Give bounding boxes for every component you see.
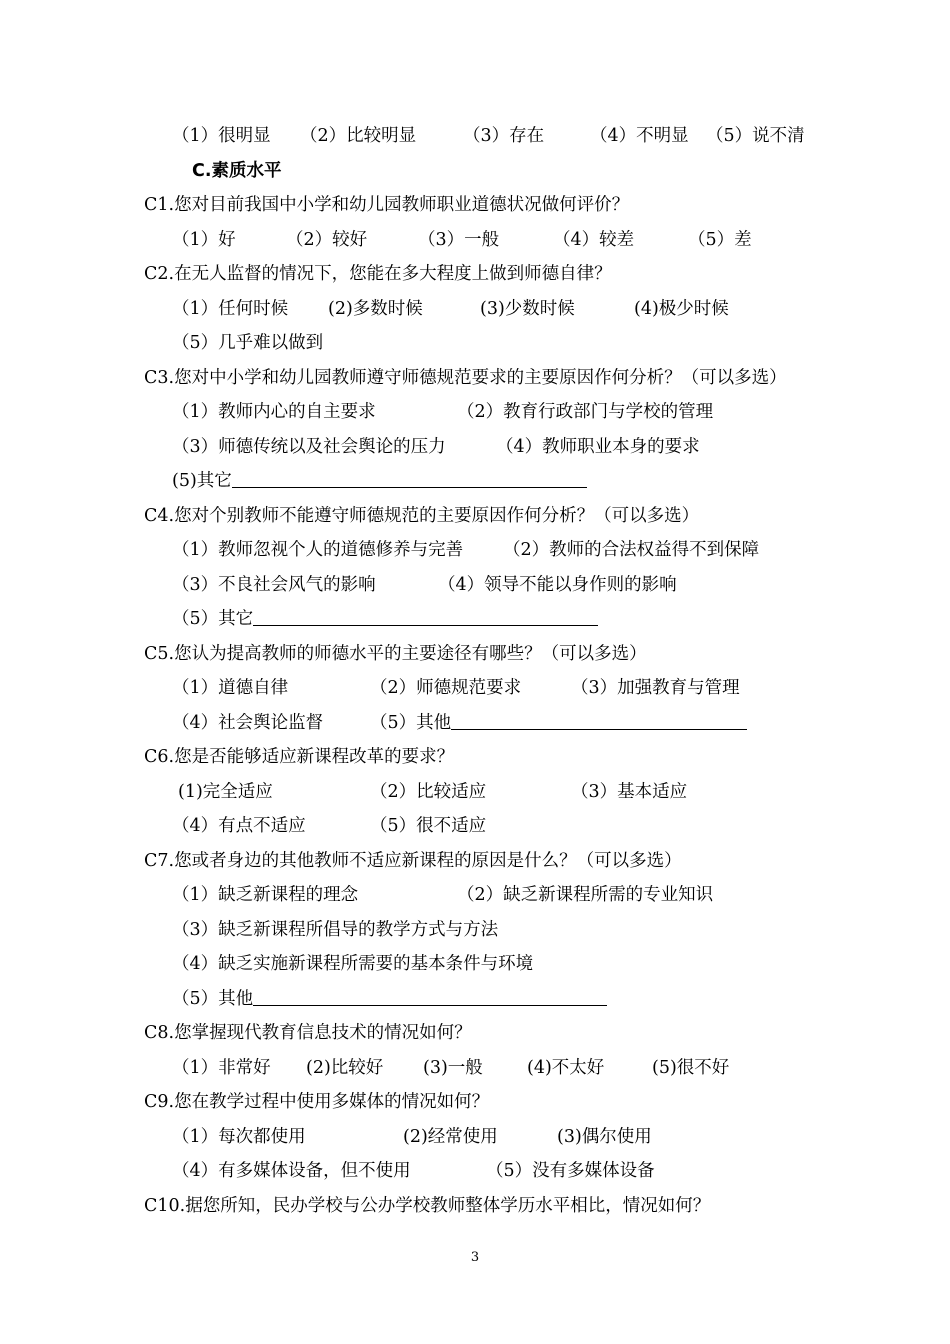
option[interactable]: （2）教师的合法权益得不到保障 (503, 540, 760, 560)
page-number: 3 (470, 1250, 480, 1265)
option[interactable]: （1）教师内心的自主要求 (172, 402, 376, 422)
question-c10: C10.据您所知，民办学校与公办学校教师整体学历水平相比，情况如何？ (144, 1196, 711, 1216)
option[interactable]: （1）道德自律 (172, 678, 289, 698)
option[interactable]: (4)极少时候 (634, 299, 729, 319)
question-c2: C2.在无人监督的情况下，您能在多大程度上做到师德自律？ (144, 264, 612, 284)
option-label: （5）其它 (172, 609, 254, 629)
option[interactable]: (3)偶尔使用 (557, 1127, 652, 1147)
option[interactable]: （2）比较适应 (370, 782, 487, 802)
option[interactable]: （4）不明显 (590, 126, 689, 146)
option[interactable]: （1）好 (172, 230, 236, 250)
option[interactable]: （3）师德传统以及社会舆论的压力 (172, 437, 446, 457)
option[interactable]: （1）很明显 (172, 126, 271, 146)
option[interactable]: （2）缺乏新课程所需的专业知识 (457, 885, 714, 905)
option[interactable]: （4）有多媒体设备，但不使用 (172, 1161, 411, 1181)
option[interactable]: （4）缺乏实施新课程所需要的基本条件与环境 (172, 954, 534, 974)
option[interactable]: （5）几乎难以做到 (172, 333, 324, 353)
option[interactable]: （5）很不适应 (370, 816, 487, 836)
section-title: C.素质水平 (192, 161, 282, 181)
option[interactable]: （1）每次都使用 (172, 1127, 306, 1147)
option[interactable]: （1）缺乏新课程的理念 (172, 885, 359, 905)
option[interactable]: （3）基本适应 (571, 782, 688, 802)
option[interactable]: (5)很不好 (652, 1058, 730, 1078)
option[interactable]: (4)不太好 (527, 1058, 605, 1078)
option[interactable]: （2）师德规范要求 (370, 678, 522, 698)
question-c8: C8.您掌握现代教育信息技术的情况如何？ (144, 1023, 472, 1043)
option[interactable]: （3）存在 (463, 126, 545, 146)
option[interactable]: （4）较差 (553, 230, 635, 250)
option[interactable]: （1）任何时候 (172, 299, 289, 319)
option[interactable]: （5）没有多媒体设备 (486, 1161, 655, 1181)
option-other (172, 987, 607, 1011)
question-c7: C7.您或者身边的其他教师不适应新课程的原因是什么？（可以多选） (144, 851, 682, 871)
question-c4: C4.您对个别教师不能遵守师德规范的主要原因作何分析？（可以多选） (144, 506, 700, 526)
question-c1: C1.您对目前我国中小学和幼儿园教师职业道德状况做何评价？ (144, 195, 630, 215)
option-label: （5）其他 (370, 713, 452, 733)
fill-in-blank[interactable] (253, 987, 607, 1006)
option[interactable]: （3）加强教育与管理 (571, 678, 740, 698)
option[interactable]: （3）缺乏新课程所倡导的教学方式与方法 (172, 920, 499, 940)
option[interactable]: (3)少数时候 (480, 299, 575, 319)
question-c5: C5.您认为提高教师的师德水平的主要途径有哪些？（可以多选） (144, 644, 647, 664)
option-label: (5)其它 (172, 471, 232, 491)
option[interactable]: （2）比较明显 (300, 126, 417, 146)
option[interactable]: （4）教师职业本身的要求 (496, 437, 700, 457)
option-label: （5）其他 (172, 989, 254, 1009)
option[interactable]: （4）社会舆论监督 (172, 713, 324, 733)
option[interactable]: （4）领导不能以身作则的影响 (438, 575, 677, 595)
fill-in-blank[interactable] (232, 469, 587, 488)
option[interactable]: (2)多数时候 (328, 299, 423, 319)
option[interactable]: （2）较好 (286, 230, 368, 250)
option[interactable]: (3)一般 (423, 1058, 483, 1078)
option-other (172, 607, 598, 631)
question-c3: C3.您对中小学和幼儿园教师遵守师德规范要求的主要原因作何分析？（可以多选） (144, 368, 787, 388)
question-c9: C9.您在教学过程中使用多媒体的情况如何？ (144, 1092, 490, 1112)
fill-in-blank[interactable] (253, 607, 598, 626)
option[interactable]: （5）差 (688, 230, 752, 250)
option-other (370, 711, 747, 735)
option[interactable]: （1）非常好 (172, 1058, 271, 1078)
fill-in-blank[interactable] (451, 711, 747, 730)
option[interactable]: （2）教育行政部门与学校的管理 (457, 402, 714, 422)
option[interactable]: (1)完全适应 (178, 782, 273, 802)
question-c6: C6.您是否能够适应新课程改革的要求？ (144, 747, 455, 767)
option[interactable]: （4）有点不适应 (172, 816, 306, 836)
option[interactable]: （5）说不清 (706, 126, 805, 146)
option[interactable]: （3）不良社会风气的影响 (172, 575, 376, 595)
option[interactable]: （3）一般 (418, 230, 500, 250)
option[interactable]: (2)比较好 (306, 1058, 384, 1078)
option-other (172, 469, 587, 493)
option[interactable]: （1）教师忽视个人的道德修养与完善 (172, 540, 464, 560)
option[interactable]: (2)经常使用 (403, 1127, 498, 1147)
